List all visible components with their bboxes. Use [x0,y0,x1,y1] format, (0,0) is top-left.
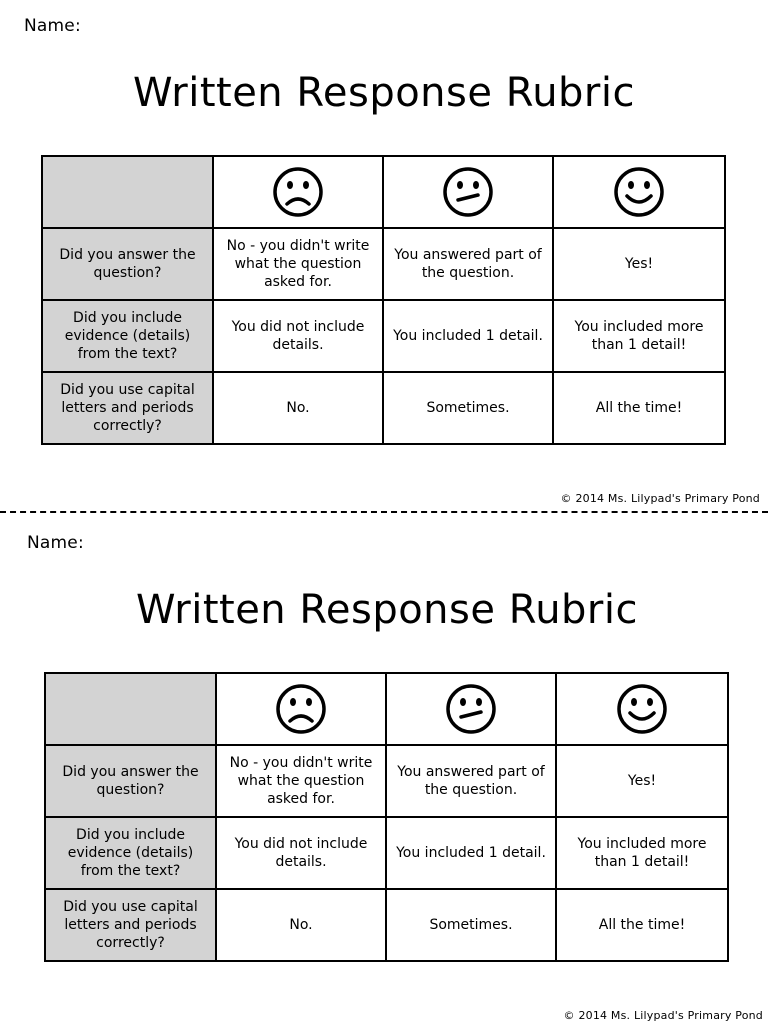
page-title: Written Response Rubric [136,587,638,633]
rubric-cell: You included more than 1 detail! [556,817,728,889]
rubric-cell: You answered part of the question. [386,745,556,817]
face-cell [556,673,728,745]
rubric-cell: You did not include details. [216,817,386,889]
row-question: Did you use capital letters and periods correctly? [42,372,213,444]
neutral-face-icon [445,683,497,735]
cut-line-divider [0,511,768,513]
row-question: Did you include evidence (details) from the text? [42,300,213,372]
row-question: Did you use capital letters and periods correctly? [45,889,216,961]
happy-face-icon [613,166,665,218]
face-cell [213,156,383,228]
copyright-text: © 2014 Ms. Lilypad's Primary Pond [563,1009,763,1022]
face-cell [383,156,553,228]
rubric-table [44,672,729,962]
name-label: Name: [24,16,81,36]
rubric-table [41,155,726,445]
header-row [45,673,728,745]
page-title: Written Response Rubric [133,70,635,116]
rubric-cell: Sometimes. [383,372,553,444]
table-row [45,745,728,817]
rubric-cell: No - you didn't write what the question asked for. [213,228,383,300]
row-question: Did you answer the question? [42,228,213,300]
face-cell [216,673,386,745]
header-row [42,156,725,228]
rubric-cell: Yes! [556,745,728,817]
name-label: Name: [27,533,84,553]
rubric-cell: You included more than 1 detail! [553,300,725,372]
face-cell [553,156,725,228]
table-row [45,817,728,889]
row-question: Did you answer the question? [45,745,216,817]
table-row [42,300,725,372]
corner-cell [45,673,216,745]
rubric-cell: Sometimes. [386,889,556,961]
sad-face-icon [275,683,327,735]
rubric-cell: You included 1 detail. [386,817,556,889]
row-question: Did you include evidence (details) from the text? [45,817,216,889]
sad-face-icon [272,166,324,218]
rubric-cell: All the time! [556,889,728,961]
rubric-cell: No. [216,889,386,961]
rubric-cell: Yes! [553,228,725,300]
rubric-cell: You answered part of the question. [383,228,553,300]
copyright-text: © 2014 Ms. Lilypad's Primary Pond [560,492,760,505]
neutral-face-icon [442,166,494,218]
rubric-cell: No - you didn't write what the question asked for. [216,745,386,817]
rubric-cell: You included 1 detail. [383,300,553,372]
rubric-cell: You did not include details. [213,300,383,372]
table-row [42,372,725,444]
rubric-cell: All the time! [553,372,725,444]
table-row [42,228,725,300]
corner-cell [42,156,213,228]
table-row [45,889,728,961]
happy-face-icon [616,683,668,735]
face-cell [386,673,556,745]
rubric-cell: No. [213,372,383,444]
